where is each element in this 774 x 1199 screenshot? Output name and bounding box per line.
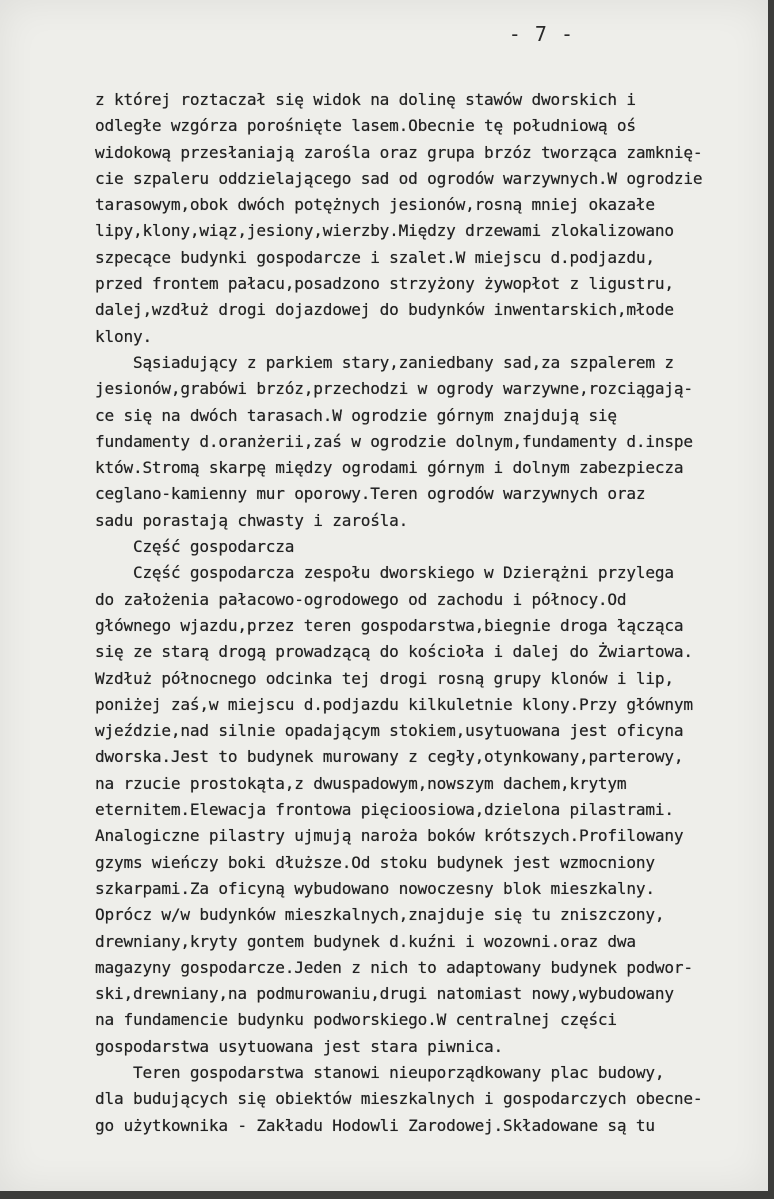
text-line: się ze starą drogą prowadzącą do kościoła i dalej do Żwiartowa. <box>95 642 693 662</box>
text-line: Część gospodarcza <box>95 537 295 557</box>
text-line: na fundamencie budynku podworskiego.W centralnej części <box>95 1010 617 1030</box>
text-line: szkarpami.Za oficyną wybudowano nowoczesny blok mieszkalny. <box>95 878 655 898</box>
text-line: dworska.Jest to budynek murowany z cegły,otynkowany,parterowy, <box>95 747 684 767</box>
text-line: odległe wzgórza porośnięte lasem.Obecnie tę południową oś <box>95 116 636 136</box>
text-line: z której roztaczał się widok na dolinę stawów dworskich i <box>95 90 636 109</box>
text-line: ceglano-kamienny mur oporowy.Teren ogrodów warzywnych oraz <box>95 484 646 504</box>
text-line: na rzucie prostokąta,z dwuspadowym,nowszym dachem,krytym <box>95 773 627 793</box>
text-line: gzyms wieńczy boki dłuższe.Od stoku budynek jest wzmocniony <box>95 852 655 872</box>
text-line: szpecące budynki gospodarcze i szalet.W miejscu d.podjazdu, <box>95 247 655 267</box>
text-line: Teren gospodarstwa stanowi nieuporządkowany plac budowy, <box>95 1062 665 1082</box>
text-line: go użytkownika - Zakładu Hodowli Zarodowej.Składowane są tu <box>95 1115 655 1135</box>
text-line: do założenia pałacowo-ogrodowego od zachodu i północy.Od <box>95 589 627 609</box>
text-line: ski,drewniany,na podmurowaniu,drugi natomiast nowy,wybudowany <box>95 984 674 1004</box>
text-line: przed frontem pałacu,posadzono strzyżony żywopłot z ligustru, <box>95 274 674 294</box>
text-line: tarasowym,obok dwóch potężnych jesionów,rosną mniej okazałe <box>95 195 655 215</box>
page-number: - 7 - <box>508 22 574 46</box>
text-line: Analogiczne pilastry ujmują naroża boków krótszych.Profilowany <box>95 826 684 846</box>
text-line: Sąsiadujący z parkiem stary,zaniedbany sad,za szpalerem z <box>95 352 674 372</box>
text-line: widokową przesłaniają zarośla oraz grupa brzóz tworząca zamknię- <box>95 142 703 162</box>
text-line: Oprócz w/w budynków mieszkalnych,znajduje się tu zniszczony, <box>95 905 665 925</box>
body-text <box>95 87 774 1139</box>
text-line: cie szpaleru oddzielającego sad od ogrodów warzywnych.W ogrodzie <box>95 168 703 188</box>
text-line: eternitem.Elewacja frontowa pięcioosiowa,dzielona pilastrami. <box>95 800 674 820</box>
text-line: lipy,klony,wiąz,jesiony,wierzby.Między drzewami zlokalizowano <box>95 221 674 241</box>
text-line: fundamenty d.oranżerii,zaś w ogrodzie dolnym,fundamenty d.inspe <box>95 431 693 451</box>
scan-edge-right <box>768 0 774 1199</box>
text-line: wjeździe,nad silnie opadającym stokiem,usytuowana jest oficyna <box>95 721 684 741</box>
text-line: jesionów,grabówi brzóz,przechodzi w ogrody warzywne,rozciągają- <box>95 379 693 399</box>
text-line: dla budujących się obiektów mieszkalnych i gospodarczych obecne- <box>95 1089 703 1109</box>
text-line: dalej,wzdłuż drogi dojazdowej do budynków inwentarskich,młode <box>95 300 674 320</box>
text-line: drewniany,kryty gontem budynek d.kuźni i wozowni.oraz dwa <box>95 931 636 951</box>
text-line: Wzdłuż północnego odcinka tej drogi rosną grupy klonów i lip, <box>95 668 674 688</box>
text-line: któw.Stromą skarpę między ogrodami górnym i dolnym zabezpiecza <box>95 458 684 478</box>
text-line: ce się na dwóch tarasach.W ogrodzie górnym znajdują się <box>95 405 617 425</box>
text-line: sadu porastają chwasty i zarośla. <box>95 510 409 530</box>
text-line: poniżej zaś,w miejscu d.podjazdu kilkuletnie klony.Przy głównym <box>95 694 693 714</box>
text-line: magazyny gospodarcze.Jeden z nich to adaptowany budynek podwor- <box>95 957 693 977</box>
text-line: klony. <box>95 326 152 346</box>
text-line: głównego wjazdu,przez teren gospodarstwa,biegnie droga łącząca <box>95 615 684 635</box>
text-line: gospodarstwa usytuowana jest stara piwnica. <box>95 1036 504 1056</box>
scan-edge-bottom <box>0 1191 774 1199</box>
text-line: Część gospodarcza zespołu dworskiego w Dzierążni przylega <box>95 563 674 583</box>
